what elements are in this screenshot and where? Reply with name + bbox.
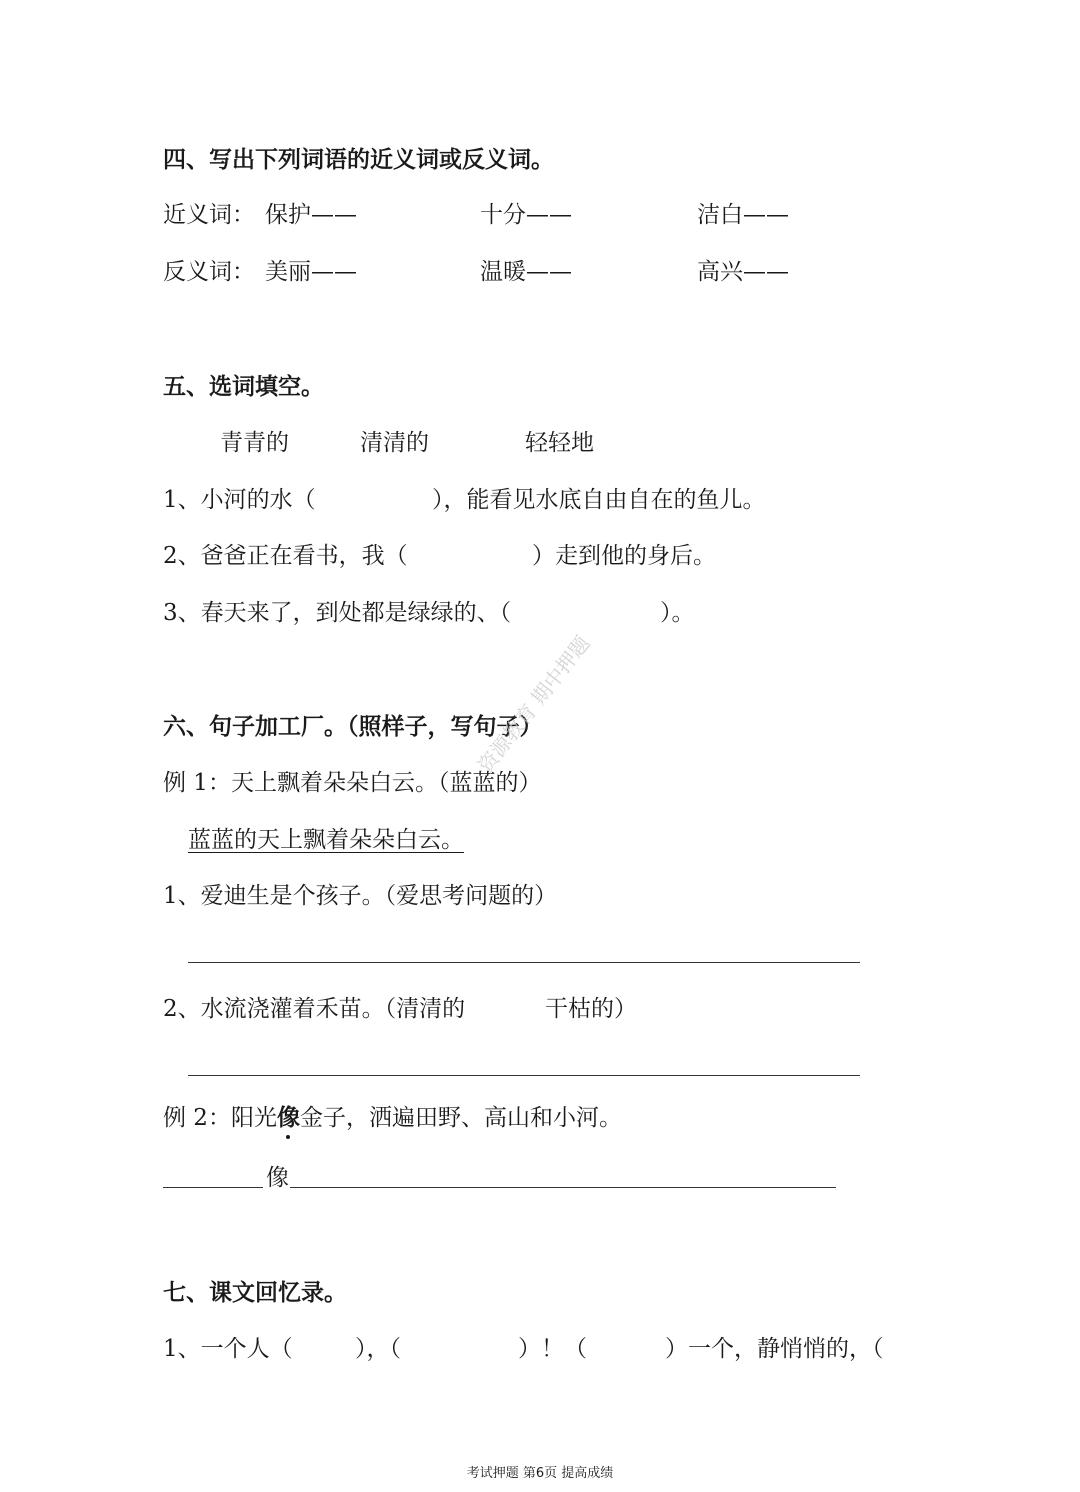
word-choice-3: 轻轻地 xyxy=(525,430,594,456)
synonym-label: 近义词： xyxy=(163,202,255,228)
page-footer: 考试押题 第6页 提高成绩 xyxy=(466,1466,614,1481)
pattern-blank-right xyxy=(290,1187,836,1188)
sentence-question-2-part-1: 2、水流浇灌着禾苗。（清清的 xyxy=(163,996,466,1022)
example-2-keyword: 像 xyxy=(276,1104,300,1131)
example-1: 例 1：天上飘着朵朵白云。（蓝蓝的） xyxy=(163,770,542,796)
fill-question-1-part-1: 1、小河的水（ xyxy=(163,487,316,513)
answer-line-2 xyxy=(188,1075,860,1076)
pattern-blank-left xyxy=(163,1187,263,1188)
example-2-part-2: 金子，洒遍田野、高山和小河。 xyxy=(299,1105,622,1131)
example-2-part-1: 例 2：阳光 xyxy=(163,1105,277,1131)
fill-question-2-part-1: 2、爸爸正在看书，我（ xyxy=(163,543,408,569)
recall-question-1-part-4: ）一个，静悄悄的，（ xyxy=(665,1336,884,1362)
section-6-heading: 六、句子加工厂。（照样子，写句子） xyxy=(163,713,543,740)
sentence-question-1: 1、爱迪生是个孩子。（爱思考问题的） xyxy=(163,883,558,909)
synonym-word-1: 保护—— xyxy=(265,202,357,228)
section-7-heading: 七、课文回忆录。 xyxy=(163,1279,347,1306)
example-2 xyxy=(163,1103,622,1133)
synonym-word-3: 洁白—— xyxy=(697,202,789,228)
recall-question-1-part-3: ）！（ xyxy=(518,1336,587,1362)
word-choice-1: 青青的 xyxy=(220,430,289,456)
recall-question-1-part-2: ），（ xyxy=(355,1336,401,1362)
answer-line-1 xyxy=(188,962,860,963)
fill-question-2-part-2: ）走到他的身后。 xyxy=(532,543,716,569)
section-4-heading: 四、写出下列词语的近义词或反义词。 xyxy=(163,146,554,173)
synonym-word-2: 十分—— xyxy=(480,202,572,228)
fill-question-1-part-2: ），能看见水底自由自在的鱼儿。 xyxy=(432,487,766,513)
fill-question-3-part-1: 3、春天来了，到处都是绿绿的、（ xyxy=(163,600,512,626)
example-1-answer: 蓝蓝的天上飘着朵朵白云。 xyxy=(188,827,464,853)
word-choice-2: 清清的 xyxy=(360,430,429,456)
antonym-word-1: 美丽—— xyxy=(265,259,357,285)
antonym-label: 反义词： xyxy=(163,259,255,285)
antonym-word-3: 高兴—— xyxy=(697,259,789,285)
recall-question-1-part-1: 1、一个人（ xyxy=(163,1336,293,1362)
section-5-heading: 五、选词填空。 xyxy=(163,373,324,400)
sentence-question-2-part-2: 干枯的） xyxy=(545,996,637,1022)
antonym-word-2: 温暖—— xyxy=(480,259,572,285)
watermark: 资源教育 期中押题 xyxy=(473,631,595,778)
pattern-keyword: 像 xyxy=(266,1165,289,1191)
fill-question-3-part-2: ）。 xyxy=(660,600,695,626)
